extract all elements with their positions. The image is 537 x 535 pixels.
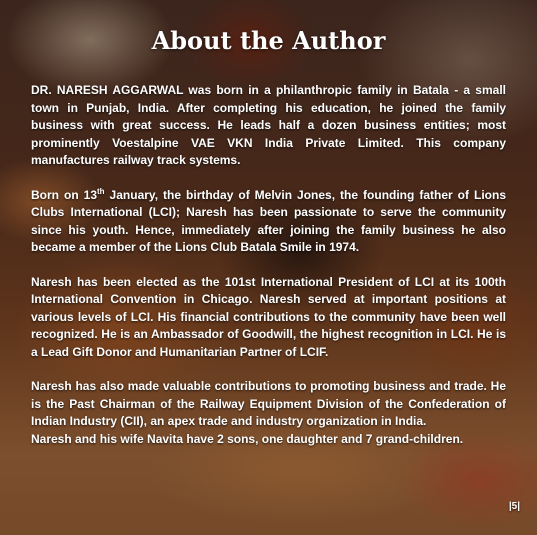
ordinal-suffix: th <box>97 186 105 196</box>
page-title: About the Author <box>151 26 386 55</box>
bio-paragraph-2-start: Born on 13 <box>31 187 97 202</box>
bio-paragraph-4: Naresh has also made valuable contributions to promoting business and trade. He is the Past Chairman of the Railway Equipment Division of the Confederation of Indian Industry (CII), an apex trade and industry organization in India. <box>31 379 506 428</box>
bio-paragraph-3: Naresh has been elected as the 101st International President of LCI at its 100th International Convention in Chicago. Naresh served at important positions at various levels of LCI. His financial contributions to the community have been well recognized. He is an Ambassador of Goodwill, the highest recognition in LCI. He is a Lead Gift Donor and Humanitarian Partner of LCIF. <box>31 274 506 359</box>
bio-paragraph-5: Naresh and his wife Navita have 2 sons, one daughter and 7 grand-children. <box>31 431 464 446</box>
author-bio <box>31 82 506 448</box>
bio-paragraph-2 <box>31 187 506 257</box>
bio-paragraph-2-rest: January, the birthday of Melvin Jones, the founding father of Lions Clubs International (LCI); Naresh has been passionate to serve the community since his youth. Hence, immediately after joining the family business he also became a member of the Lions Club Batala Smile in 1974. <box>31 187 506 254</box>
bio-paragraph-1: DR. NARESH AGGARWAL was born in a philanthropic family in Batala - a small town in Punjab, India. After completing his education, he joined the family business with great success. He leads half a dozen business entities; most prominently Voestalpine VAE VKN India Private Limited. This company manufactures railway track systems. <box>31 83 506 167</box>
page-number: |5| <box>508 501 520 512</box>
